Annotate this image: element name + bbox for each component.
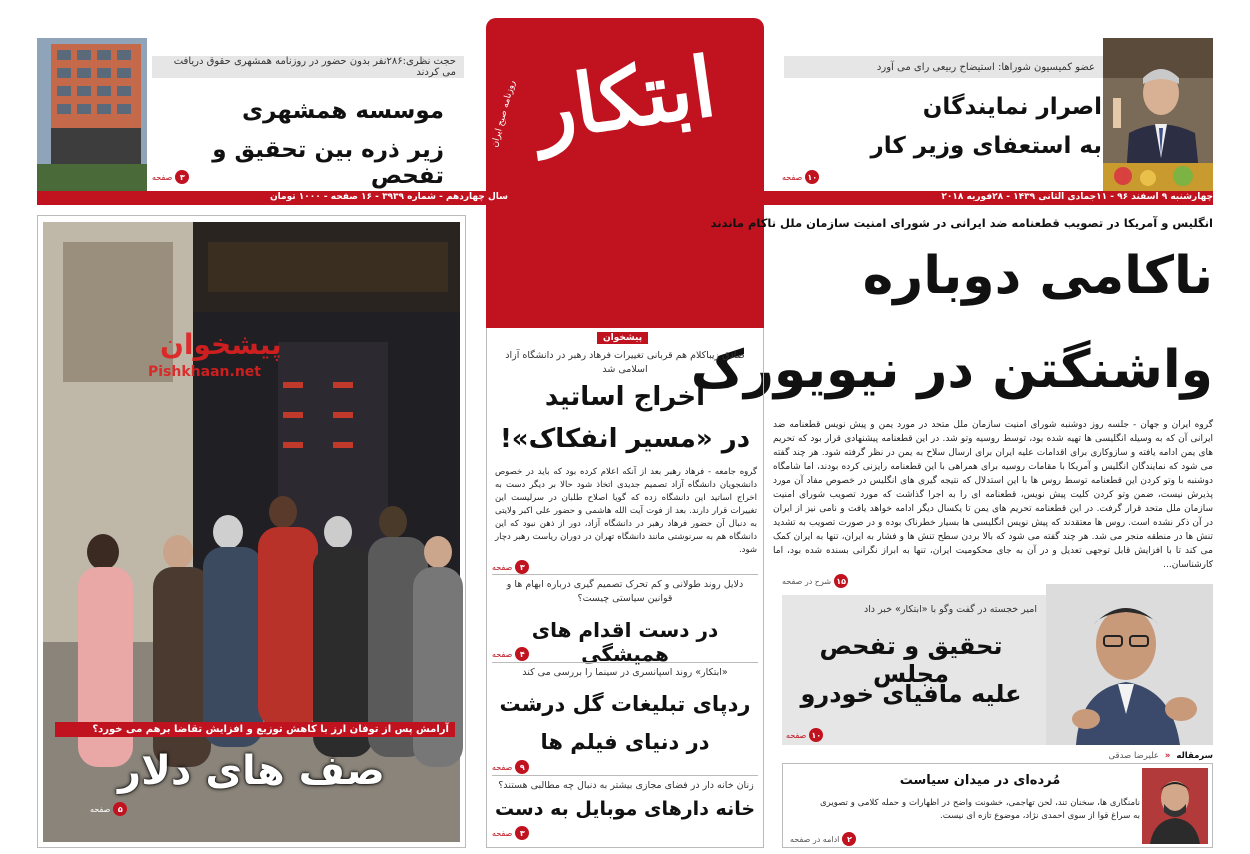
top-right-headline-1[interactable]: اصرار نمایندگان: [922, 94, 1102, 120]
story1-kicker: صادق زیباکلام هم قربانی تغییرات فرهاد رهبر در دانشگاه آزاد اسلامی شد: [505, 350, 745, 375]
masthead-logo: ابتکار: [529, 38, 721, 160]
photo-story-caption: آرامش پس از توفان ارز با کاهش توزیع و افزایش تقاضا برهم می خورد؟: [55, 722, 455, 737]
divider: [492, 775, 758, 776]
top-left-headline-1[interactable]: موسسه همشهری: [242, 98, 444, 124]
date-line-left: سال چهاردهم - شماره ۳۹۳۹ - ۱۶ صفحه - ۱۰۰۰ تومان: [270, 192, 509, 202]
watermark-fa: پیشخوان: [160, 328, 282, 361]
photo-story-page-ref[interactable]: ۵ صفحه: [90, 802, 127, 816]
photo-story-headline[interactable]: صف های دلار: [118, 748, 385, 794]
story3-headline-1[interactable]: ردپای تبلیغات گل درشت: [499, 692, 751, 716]
page-number-badge: ۴: [515, 647, 529, 661]
page-number-badge: ۳: [515, 560, 529, 574]
interview-headline-2[interactable]: علیه مافیای خودرو: [800, 680, 1022, 708]
editorial-page-ref[interactable]: ۲ ادامه در صفحه: [790, 832, 856, 846]
khojasteh-photo: [1046, 584, 1213, 745]
story1-headline-1[interactable]: اخراج اساتید: [544, 382, 706, 412]
editorial-author-photo: [1142, 768, 1208, 844]
story1-page-ref[interactable]: ۳ صفحه: [492, 560, 529, 574]
editorial-header: [1108, 751, 1213, 761]
divider: [492, 662, 758, 663]
interview-kicker: امیر خجسته در گفت وگو با «ابتکار» خبر داد: [863, 604, 1037, 615]
page-number-badge: ۱۰: [809, 728, 823, 742]
page-number-badge: ۲: [842, 832, 856, 846]
editorial-section: سرمقاله: [1176, 751, 1213, 761]
story2-kicker: دلایل روند طولانی و کم تحرک تصمیم گیری درباره ابهام ها و قوانین سیاستی چیست؟: [506, 579, 744, 604]
lead-kicker: انگلیس و آمریکا در تصویب قطعنامه ضد ایرانی در شورای امنیت سازمان ملل ناکام ماندند: [710, 216, 1213, 230]
masthead: [486, 18, 764, 328]
page-number-badge: ۳: [515, 826, 529, 840]
page-number-badge: ۵: [113, 802, 127, 816]
story3-headline-2[interactable]: در دنیای فیلم ها: [540, 730, 710, 754]
top-right-page-ref[interactable]: ۱۰ صفحه: [782, 170, 819, 184]
top-left-page-ref[interactable]: ۳ صفحه: [152, 170, 189, 184]
story2-headline[interactable]: در دست اقدام های همیشگی: [531, 618, 719, 666]
story1-headline-2[interactable]: در «مسیر انفکاک»!: [499, 424, 751, 454]
story1-body: گروه جامعه - فرهاد رهبر بعد از آنکه اعلام کرده بود که باید در خصوص دانشجویان دانشگاه آزاد تصمیم جدیدی اتخاذ شود حالا بر دیگر دست به اخراج اساتید این دانشگاه زده که گویا اصلاح طلبان در سرلیست این تغییرات قرار دارند. بعد از فوت آیت الله هاشمی و حضور علی اکبر ولایتی به دنبال آن حضور فرهاد رهبر در دانشگاه آزاد، دور از ذهن نبود که این دانشگاه هم به سرنوشتی مانند دانشگاه تهران در دوران ریاست رهبر دچار شود.: [495, 467, 757, 555]
masthead-tagline: روزنامه صبح ایران: [490, 79, 518, 149]
story2-page-ref[interactable]: ۴ صفحه: [492, 647, 529, 661]
story4-page-ref[interactable]: ۳ صفحه: [492, 826, 529, 840]
interview-page-ref[interactable]: ۱۰ صفحه: [786, 728, 823, 742]
lead-headline-1[interactable]: ناکامی دوباره: [862, 246, 1213, 306]
top-right-headline-2[interactable]: به استعفای وزیر کار: [870, 133, 1102, 159]
chevron-left-icon: «: [1164, 751, 1171, 761]
editorial-author: علیرضا صدقی: [1108, 751, 1159, 761]
interview-headline-1[interactable]: تحقیق و تفحص مجلس: [819, 632, 1003, 688]
minister-photo: [1103, 38, 1213, 191]
center-kicker-tag: پیشخوان: [597, 332, 648, 344]
editorial-title[interactable]: مُرده‌ای در میدان سیاست: [899, 773, 1061, 788]
story3-kicker: «ابتکار» روند اسپانسری در سینما را بررسی می کند: [522, 667, 728, 678]
watermark-en: Pishkhaan.net: [148, 364, 261, 380]
top-left-headline-2[interactable]: زیر ذره بین تحقیق و تفحص: [212, 137, 444, 189]
page-number-badge: ۹: [515, 760, 529, 774]
lead-body: گروه ایران و جهان - جلسه روز دوشنبه شورای امنیت سازمان ملل متحد در مورد یمن و پیش نویس قطعنامه ضد ایرانی آن که به وسیله انگلیسی ها تهیه شده بود، توسط روسیه وتو شد. در این قطعنامه پیشنهادی قرار بود که تحریم های یمن ادامه یافته و سازوکاری برای اقدامات علیه ایران برای ارسال سلاح به یمن در نظر گرفته شود. هر چند گفته می شود که نمایندگان انگلیس و آمریکا با مقامات روسیه برای همراهی با این قطعنامه رایزنی کرده بودند، اما شامگاه دوشنبه با وتو کردن این قطعنامه توسط روس ها با این استدلال که نتیجه گیری های انگلیس در خصوص مفاد آن مورد پذیرش نیست، ضمن وتو کردن کلیت پیش نویس، قطعنامه ای را به اجرا گذاشت که مورد تصویب شورای امنیت سازمان ملل متحد قرار گرفت. در این قطعنامه تحریم های یمن تا یکسال دیگر ادامه خواهد یافت و نامی نیز از ایران در آن ذکر نشده است. روس ها معتقدند که پیش نویس انگلیسی ها بسیار خطرناک بوده و در صورت تصویب به تشدید تنش ها در منطقه منجر می شد. هر چند گفته می شود که بالا بردن سطح تنش ها و فشار به ایران، تنها به ایران کمک می کند تا با افزایش قابل توجهی تعدیل و در آن به جای محکومیت ایران، تنها به ابراز نگرانی بسنده شده بود، اما کارشناسان...: [773, 420, 1213, 570]
page-number-badge: ۱۰: [805, 170, 819, 184]
page-number-badge: ۱۵: [834, 574, 848, 588]
date-line-right: چهارشنبه ۹ اسفند ۹۶ - ۱۱جمادی الثانی ۱۴۳۹ - ۲۸فوریه ۲۰۱۸: [941, 192, 1213, 202]
building-photo: [37, 38, 147, 191]
lead-headline-2[interactable]: واشنگتن در نیویورک: [690, 340, 1213, 400]
story3-page-ref[interactable]: ۹ صفحه: [492, 760, 529, 774]
lead-page-ref[interactable]: ۱۵ شرح در صفحه: [782, 574, 848, 588]
page-number-badge: ۳: [175, 170, 189, 184]
divider: [492, 574, 758, 575]
editorial-body: نامنگاری ها، سخنان تند، لحن تهاجمی، خشونت واضح در اظهارات و حمله کلامی و تصویری به سراغ قوا از سوی احمدی نژاد، موضوع تازه ای نیست.: [820, 798, 1140, 821]
top-left-kicker: حجت نظری:۲۸۶نفر بدون حضور در روزنامه همشهری حقوق دریافت می کردند: [152, 56, 464, 78]
story4-kicker: زنان خانه دار در فضای مجازی بیشتر به دنبال چه مطالبی هستند؟: [498, 780, 754, 791]
story4-headline[interactable]: خانه دارهای موبایل به دست: [494, 798, 756, 820]
top-right-kicker: عضو کمیسیون شوراها: استیضاح ربیعی رای می آورد: [784, 56, 1103, 78]
